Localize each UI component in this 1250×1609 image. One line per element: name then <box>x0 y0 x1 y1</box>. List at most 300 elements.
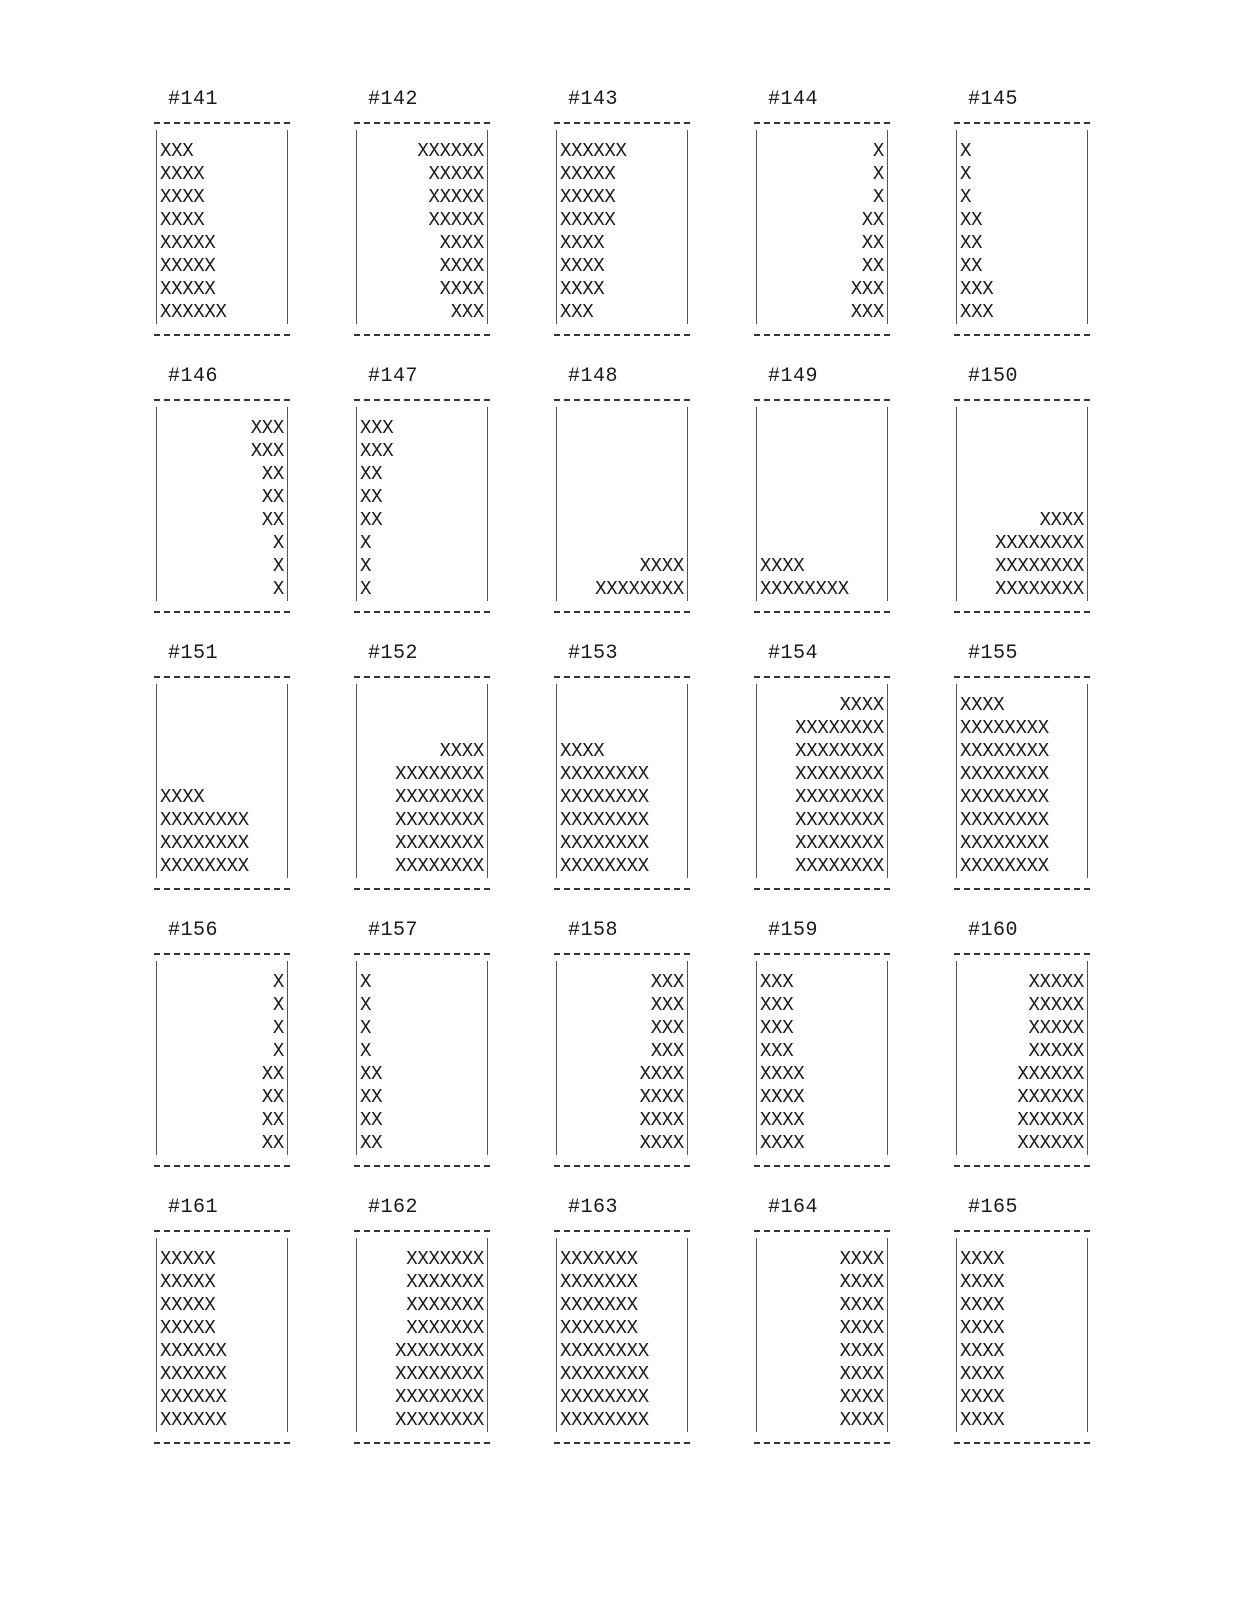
pattern-box <box>956 407 1088 601</box>
pattern-row: XXXX <box>439 255 484 277</box>
pattern-row: X <box>960 186 972 208</box>
pattern-row: XXXX <box>160 186 205 208</box>
bottom-dashed-rule <box>154 1442 290 1444</box>
pattern-number: #161 <box>168 1196 219 1219</box>
pattern-row: XXXX <box>439 278 484 300</box>
bottom-dashed-rule <box>354 334 490 336</box>
pattern-cell <box>150 638 350 915</box>
pattern-number: #157 <box>368 919 419 942</box>
pattern-row: XXXX <box>960 1317 1005 1339</box>
pattern-number: #156 <box>168 919 219 942</box>
bottom-dashed-rule <box>754 334 890 336</box>
pattern-cell <box>150 915 350 1192</box>
pattern-row: XXXXXX <box>560 140 627 162</box>
pattern-number: #151 <box>168 642 219 665</box>
pattern-row: XXXX <box>160 786 205 808</box>
bottom-dashed-rule <box>354 1165 490 1167</box>
pattern-row: XX <box>861 232 884 254</box>
pattern-number: #150 <box>968 365 1019 388</box>
pattern-row: XXX <box>650 994 684 1016</box>
pattern-row: XXXXX <box>428 163 484 185</box>
pattern-row: XX <box>261 463 284 485</box>
pattern-box <box>756 684 888 878</box>
pattern-row: XXXXXXXX <box>160 832 249 854</box>
pattern-row: XXX <box>960 301 994 323</box>
bottom-dashed-rule <box>754 888 890 890</box>
pattern-cell <box>750 1192 950 1469</box>
pattern-row: X <box>360 555 372 577</box>
pattern-row: XX <box>861 209 884 231</box>
pattern-row: XXXX <box>760 555 805 577</box>
pattern-row: XXXXX <box>160 1248 216 1270</box>
pattern-row: XXXX <box>639 555 684 577</box>
pattern-row: XXXXXXXX <box>795 786 884 808</box>
pattern-row: XXXX <box>960 1409 1005 1431</box>
pattern-box <box>156 407 288 601</box>
top-dashed-rule <box>354 953 490 955</box>
pattern-row: XXXX <box>839 1363 884 1385</box>
bottom-dashed-rule <box>754 611 890 613</box>
pattern-cell <box>950 361 1150 638</box>
pattern-box <box>556 684 688 878</box>
pattern-number: #159 <box>768 919 819 942</box>
top-dashed-rule <box>154 953 290 955</box>
pattern-cell <box>350 1192 550 1469</box>
pattern-row: X <box>960 140 972 162</box>
pattern-row: XXXX <box>560 278 605 300</box>
pattern-row: XX <box>960 209 983 231</box>
pattern-row: XXXXXX <box>160 301 227 323</box>
pattern-row: XXXXXXXX <box>795 717 884 739</box>
bottom-dashed-rule <box>354 1442 490 1444</box>
pattern-row: XXXXXXXX <box>160 855 249 877</box>
pattern-row: XXXX <box>960 1248 1005 1270</box>
top-dashed-rule <box>154 676 290 678</box>
pattern-row: X <box>272 555 284 577</box>
pattern-row: XX <box>960 255 983 277</box>
pattern-row: XXX <box>360 440 394 462</box>
pattern-row: XX <box>261 1086 284 1108</box>
pattern-row: XXX <box>850 278 884 300</box>
pattern-row: XX <box>360 1086 383 1108</box>
pattern-box <box>156 961 288 1155</box>
top-dashed-rule <box>954 676 1090 678</box>
pattern-row: XX <box>861 255 884 277</box>
pattern-box <box>556 1238 688 1432</box>
pattern-row: XXXX <box>639 1109 684 1131</box>
pattern-row: XX <box>360 1109 383 1131</box>
pattern-number: #141 <box>168 88 219 111</box>
pattern-number: #160 <box>968 919 1019 942</box>
pattern-row: XXX <box>250 440 284 462</box>
pattern-cell <box>150 84 350 361</box>
pattern-number: #142 <box>368 88 419 111</box>
pattern-grid <box>150 84 1150 1469</box>
pattern-row: XXXXXXXX <box>395 763 484 785</box>
bottom-dashed-rule <box>154 334 290 336</box>
pattern-row: XXX <box>450 301 484 323</box>
pattern-row: XXXXXXXX <box>795 855 884 877</box>
pattern-row: XXXX <box>160 209 205 231</box>
pattern-row: X <box>872 163 884 185</box>
bottom-dashed-rule <box>954 888 1090 890</box>
pattern-row: XXXXX <box>160 255 216 277</box>
pattern-number: #144 <box>768 88 819 111</box>
pattern-row: XXX <box>760 1040 794 1062</box>
pattern-row: XXXXXX <box>1017 1132 1084 1154</box>
pattern-row: XXXX <box>960 1363 1005 1385</box>
pattern-row: XXXXXXX <box>406 1248 484 1270</box>
pattern-cell <box>950 915 1150 1192</box>
bottom-dashed-rule <box>554 1165 690 1167</box>
pattern-row: XXXXXXXX <box>960 855 1049 877</box>
pattern-row: XXXX <box>639 1063 684 1085</box>
pattern-row: XXX <box>360 417 394 439</box>
pattern-cell <box>950 1192 1150 1469</box>
pattern-row: XXXXXXXX <box>960 717 1049 739</box>
pattern-row: XXXXXXXX <box>995 532 1084 554</box>
pattern-row: XXXXX <box>160 1294 216 1316</box>
pattern-row: XXXXXXXX <box>995 578 1084 600</box>
pattern-row: XX <box>261 1132 284 1154</box>
pattern-row: XXXXXXXX <box>395 809 484 831</box>
pattern-row: XXX <box>650 1017 684 1039</box>
pattern-number: #149 <box>768 365 819 388</box>
pattern-row: XXXXXX <box>160 1340 227 1362</box>
pattern-row: XX <box>360 1132 383 1154</box>
pattern-row: XXXXXXX <box>406 1294 484 1316</box>
pattern-cell <box>750 915 950 1192</box>
pattern-row: X <box>360 1017 372 1039</box>
pattern-row: XXXX <box>439 232 484 254</box>
pattern-box <box>356 961 488 1155</box>
pattern-row: XXXXXXXX <box>960 763 1049 785</box>
pattern-row: XXXX <box>960 1386 1005 1408</box>
top-dashed-rule <box>754 953 890 955</box>
pattern-row: XXX <box>560 301 594 323</box>
pattern-box <box>756 407 888 601</box>
top-dashed-rule <box>354 399 490 401</box>
pattern-row: XXXX <box>439 740 484 762</box>
pattern-row: X <box>272 1040 284 1062</box>
bottom-dashed-rule <box>754 1165 890 1167</box>
pattern-row: XXXXXXXX <box>960 786 1049 808</box>
pattern-box <box>356 684 488 878</box>
pattern-box <box>156 1238 288 1432</box>
pattern-number: #153 <box>568 642 619 665</box>
pattern-row: XXXXX <box>560 163 616 185</box>
pattern-row: XXXXXXXX <box>995 555 1084 577</box>
pattern-row: XXXXXXX <box>406 1317 484 1339</box>
pattern-row: XXXXX <box>1028 1017 1084 1039</box>
pattern-number: #162 <box>368 1196 419 1219</box>
top-dashed-rule <box>154 122 290 124</box>
pattern-row: XX <box>360 509 383 531</box>
pattern-number: #147 <box>368 365 419 388</box>
pattern-row: XXXX <box>839 1409 884 1431</box>
pattern-row: XXXXXXXX <box>560 1386 649 1408</box>
pattern-row: XXX <box>250 417 284 439</box>
top-dashed-rule <box>954 122 1090 124</box>
pattern-row: XXXXX <box>560 186 616 208</box>
top-dashed-rule <box>954 399 1090 401</box>
bottom-dashed-rule <box>954 611 1090 613</box>
top-dashed-rule <box>154 399 290 401</box>
pattern-row: XXXXXXXX <box>395 1363 484 1385</box>
pattern-row: XXXX <box>839 694 884 716</box>
pattern-cell <box>350 361 550 638</box>
pattern-row: XXXX <box>560 740 605 762</box>
bottom-dashed-rule <box>154 888 290 890</box>
pattern-row: X <box>872 186 884 208</box>
pattern-box <box>956 1238 1088 1432</box>
pattern-row: XXXXX <box>1028 1040 1084 1062</box>
top-dashed-rule <box>554 399 690 401</box>
pattern-row: XXX <box>850 301 884 323</box>
bottom-dashed-rule <box>354 611 490 613</box>
pattern-number: #146 <box>168 365 219 388</box>
pattern-cell <box>750 84 950 361</box>
top-dashed-rule <box>554 676 690 678</box>
pattern-row: XXXXXXXX <box>595 578 684 600</box>
pattern-row: X <box>272 971 284 993</box>
pattern-cell <box>750 638 950 915</box>
bottom-dashed-rule <box>954 1165 1090 1167</box>
pattern-row: XXXXXX <box>417 140 484 162</box>
pattern-box <box>756 1238 888 1432</box>
top-dashed-rule <box>754 122 890 124</box>
pattern-row: XXXXXXXX <box>395 1409 484 1431</box>
pattern-box <box>556 130 688 324</box>
pattern-row: XXXXX <box>160 1271 216 1293</box>
pattern-row: XXXXXX <box>160 1386 227 1408</box>
pattern-row: XXXXX <box>160 278 216 300</box>
pattern-row: XXXXXXX <box>406 1271 484 1293</box>
top-dashed-rule <box>554 1230 690 1232</box>
pattern-row: X <box>272 994 284 1016</box>
bottom-dashed-rule <box>154 1165 290 1167</box>
pattern-box <box>556 961 688 1155</box>
pattern-row: XXXX <box>160 163 205 185</box>
pattern-row: XXXXXXXX <box>395 855 484 877</box>
top-dashed-rule <box>554 953 690 955</box>
pattern-row: XX <box>360 463 383 485</box>
pattern-row: X <box>360 971 372 993</box>
pattern-row: XXXXXX <box>1017 1109 1084 1131</box>
pattern-row: X <box>360 994 372 1016</box>
pattern-row: XXXXX <box>1028 971 1084 993</box>
pattern-cell <box>150 1192 350 1469</box>
pattern-row: XXXX <box>760 1109 805 1131</box>
pattern-cell <box>550 84 750 361</box>
pattern-row: XX <box>261 509 284 531</box>
top-dashed-rule <box>354 1230 490 1232</box>
pattern-row: XXXXXX <box>160 1363 227 1385</box>
top-dashed-rule <box>354 676 490 678</box>
pattern-row: X <box>872 140 884 162</box>
bottom-dashed-rule <box>554 1442 690 1444</box>
pattern-row: XXXXXXXX <box>395 1386 484 1408</box>
pattern-cell <box>950 84 1150 361</box>
pattern-row: XXXX <box>960 1340 1005 1362</box>
pattern-row: XX <box>261 486 284 508</box>
pattern-cell <box>550 915 750 1192</box>
pattern-row: XXXX <box>960 694 1005 716</box>
pattern-cell <box>350 84 550 361</box>
pattern-row: XXXXXXXX <box>560 763 649 785</box>
pattern-row: XXXXXXXX <box>560 786 649 808</box>
pattern-number: #143 <box>568 88 619 111</box>
bottom-dashed-rule <box>954 334 1090 336</box>
pattern-row: XX <box>261 1063 284 1085</box>
pattern-row: XXXXXXXX <box>560 809 649 831</box>
pattern-row: XXXXXXXX <box>795 832 884 854</box>
pattern-row: XXX <box>760 1017 794 1039</box>
pattern-number: #148 <box>568 365 619 388</box>
pattern-number: #165 <box>968 1196 1019 1219</box>
pattern-row: XXXXXXXX <box>395 1340 484 1362</box>
pattern-box <box>356 1238 488 1432</box>
pattern-row: XXX <box>160 140 194 162</box>
pattern-row: X <box>360 578 372 600</box>
pattern-row: XXXX <box>560 232 605 254</box>
bottom-dashed-rule <box>754 1442 890 1444</box>
pattern-row: XXXX <box>760 1086 805 1108</box>
pattern-row: XXXX <box>1039 509 1084 531</box>
pattern-cell <box>750 361 950 638</box>
pattern-row: XXXXXXXX <box>795 809 884 831</box>
pattern-row: XXXX <box>839 1317 884 1339</box>
pattern-row: XXXX <box>560 255 605 277</box>
top-dashed-rule <box>754 399 890 401</box>
pattern-row: XXXX <box>639 1086 684 1108</box>
top-dashed-rule <box>754 1230 890 1232</box>
pattern-row: XXXXXXXX <box>560 832 649 854</box>
pattern-row: X <box>360 532 372 554</box>
pattern-row: XXXXX <box>428 186 484 208</box>
top-dashed-rule <box>954 1230 1090 1232</box>
bottom-dashed-rule <box>554 334 690 336</box>
pattern-row: XX <box>360 486 383 508</box>
pattern-row: XXXXXX <box>160 1409 227 1431</box>
bottom-dashed-rule <box>954 1442 1090 1444</box>
pattern-row: XXXX <box>639 1132 684 1154</box>
pattern-box <box>756 130 888 324</box>
pattern-box <box>356 407 488 601</box>
pattern-row: XXXXXXXX <box>395 832 484 854</box>
bottom-dashed-rule <box>554 611 690 613</box>
pattern-row: XXXXXXXX <box>560 1363 649 1385</box>
pattern-cell <box>350 638 550 915</box>
pattern-row: XXX <box>650 1040 684 1062</box>
pattern-row: XXX <box>760 971 794 993</box>
pattern-row: XXXX <box>839 1340 884 1362</box>
pattern-row: XXXXX <box>560 209 616 231</box>
pattern-cell <box>150 361 350 638</box>
bottom-dashed-rule <box>154 611 290 613</box>
pattern-box <box>756 961 888 1155</box>
pattern-row: XXX <box>760 994 794 1016</box>
pattern-row: XXXXXX <box>1017 1063 1084 1085</box>
pattern-box <box>156 130 288 324</box>
top-dashed-rule <box>354 122 490 124</box>
pattern-row: XXXXXXXX <box>960 809 1049 831</box>
pattern-row: XXXXXXXX <box>760 578 849 600</box>
pattern-row: XXXX <box>760 1063 805 1085</box>
pattern-number: #152 <box>368 642 419 665</box>
pattern-row: X <box>272 1017 284 1039</box>
pattern-row: XXXXXXXX <box>960 740 1049 762</box>
pattern-row: XXXX <box>760 1132 805 1154</box>
pattern-row: XXXX <box>839 1271 884 1293</box>
pattern-row: XX <box>960 232 983 254</box>
pattern-row: XXXX <box>960 1271 1005 1293</box>
pattern-row: X <box>960 163 972 185</box>
pattern-row: X <box>272 578 284 600</box>
pattern-row: XXXXXXXX <box>560 855 649 877</box>
pattern-row: XXXXX <box>428 209 484 231</box>
pattern-row: XXXX <box>839 1294 884 1316</box>
pattern-number: #145 <box>968 88 1019 111</box>
pattern-row: XXXXXXXX <box>960 832 1049 854</box>
pattern-row: XXXXX <box>1028 994 1084 1016</box>
pattern-number: #154 <box>768 642 819 665</box>
bottom-dashed-rule <box>554 888 690 890</box>
pattern-cell <box>950 638 1150 915</box>
pattern-box <box>956 130 1088 324</box>
pattern-row: XXX <box>960 278 994 300</box>
pattern-box <box>956 961 1088 1155</box>
pattern-row: XXXXX <box>160 1317 216 1339</box>
pattern-row: XXX <box>650 971 684 993</box>
pattern-box <box>356 130 488 324</box>
pattern-row: X <box>360 1040 372 1062</box>
pattern-row: XXXXXXXX <box>795 763 884 785</box>
pattern-row: XXXXXXX <box>560 1317 638 1339</box>
pattern-row: XXXX <box>839 1248 884 1270</box>
pattern-row: XXXXXXX <box>560 1271 638 1293</box>
top-dashed-rule <box>154 1230 290 1232</box>
top-dashed-rule <box>954 953 1090 955</box>
pattern-number: #163 <box>568 1196 619 1219</box>
pattern-cell <box>350 915 550 1192</box>
pattern-cell <box>550 1192 750 1469</box>
pattern-row: XXXXXXXX <box>795 740 884 762</box>
pattern-number: #155 <box>968 642 1019 665</box>
pattern-row: XX <box>360 1063 383 1085</box>
pattern-row: XXXXXXX <box>560 1294 638 1316</box>
pattern-row: XXXX <box>839 1386 884 1408</box>
bottom-dashed-rule <box>354 888 490 890</box>
pattern-row: XX <box>261 1109 284 1131</box>
pattern-number: #164 <box>768 1196 819 1219</box>
top-dashed-rule <box>754 676 890 678</box>
pattern-cell <box>550 361 750 638</box>
top-dashed-rule <box>554 122 690 124</box>
pattern-cell <box>550 638 750 915</box>
pattern-row: XXXXXXXX <box>560 1340 649 1362</box>
pattern-row: XXXXXXXX <box>160 809 249 831</box>
pattern-box <box>156 684 288 878</box>
pattern-row: XXXXXXXX <box>395 786 484 808</box>
pattern-row: XXXXXX <box>1017 1086 1084 1108</box>
pattern-box <box>956 684 1088 878</box>
pattern-row: XXXX <box>960 1294 1005 1316</box>
pattern-row: X <box>272 532 284 554</box>
pattern-row: XXXXXXX <box>560 1248 638 1270</box>
pattern-row: XXXXXXXX <box>560 1409 649 1431</box>
pattern-box <box>556 407 688 601</box>
